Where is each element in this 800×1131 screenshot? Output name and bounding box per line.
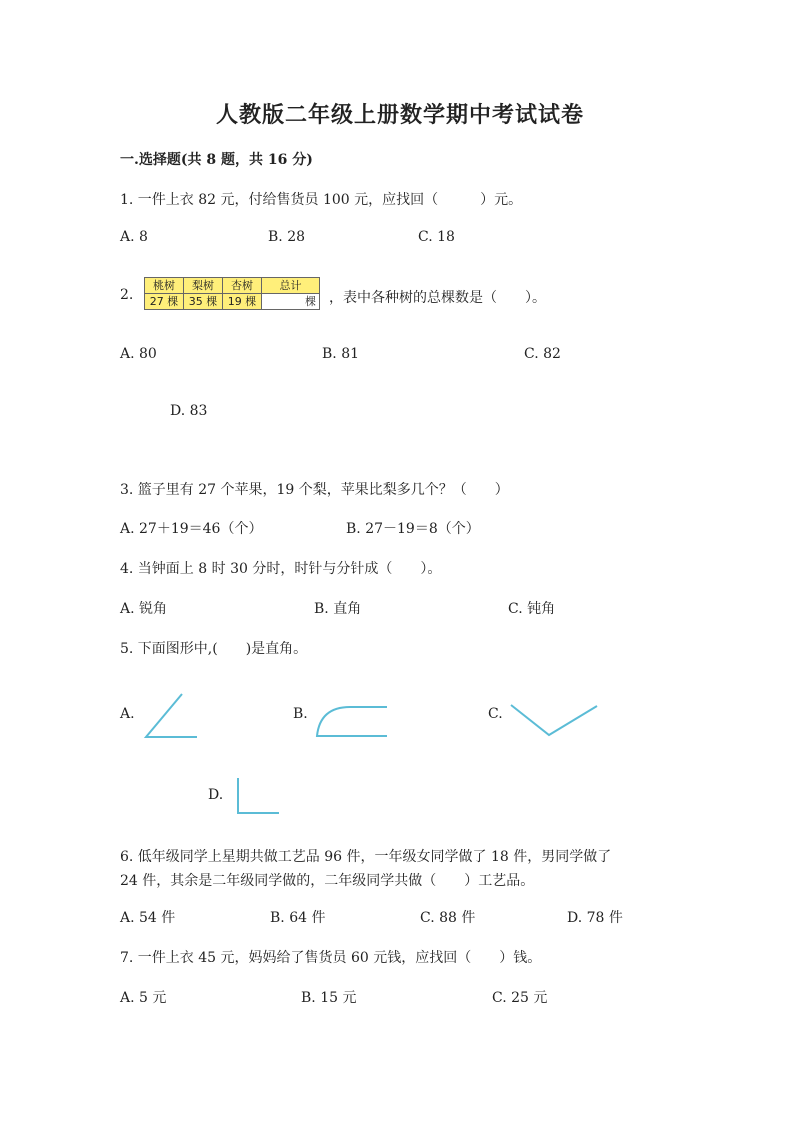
table-header-total: 总计	[262, 278, 320, 294]
question-7-option-a: A. 5 元	[120, 990, 167, 1006]
question-6-option-c: C. 88 件	[420, 910, 476, 926]
question-4-option-c: C. 钝角	[508, 601, 556, 617]
question-2-option-a: A. 80	[120, 346, 157, 362]
section-heading: 一.选择题(共 8 题，共 16 分)	[120, 152, 313, 168]
question-7-stem: 7. 一件上衣 45 元，妈妈给了售货员 60 元钱，应找回（ ）钱。	[120, 950, 542, 966]
tree-count-table	[144, 277, 320, 310]
question-5-option-b: B.	[293, 706, 308, 722]
question-1-option-a: A. 8	[120, 229, 148, 245]
question-7-option-c: C. 25 元	[492, 990, 548, 1006]
question-4-option-b: B. 直角	[314, 601, 362, 617]
question-6-option-b: B. 64 件	[270, 910, 326, 926]
table-cell-peach: 27 棵	[145, 294, 184, 310]
question-5-option-a: A.	[120, 706, 135, 722]
table-header-peach: 桃树	[145, 278, 184, 294]
question-4-option-a: A. 锐角	[120, 601, 168, 617]
question-2-number: 2.	[120, 287, 134, 303]
question-5-option-c: C.	[488, 706, 503, 722]
question-2-option-c: C. 82	[524, 346, 561, 362]
right-angle-figure	[232, 775, 282, 820]
question-7-option-b: B. 15 元	[301, 990, 357, 1006]
table-header-pear: 梨树	[184, 278, 223, 294]
table-cell-apricot: 19 棵	[223, 294, 262, 310]
table-cell-pear: 35 棵	[184, 294, 223, 310]
question-5-option-d: D.	[208, 787, 224, 803]
table-header-apricot: 杏树	[223, 278, 262, 294]
page-title: 人教版二年级上册数学期中考试试卷	[215, 102, 584, 128]
question-3-stem: 3. 篮子里有 27 个苹果，19 个梨，苹果比梨多几个？（ ）	[120, 482, 509, 498]
question-3-option-a: A. 27＋19＝46（个）	[120, 521, 263, 537]
question-2-option-b: B. 81	[322, 346, 360, 362]
question-1-option-c: C. 18	[418, 229, 455, 245]
question-6-stem-line-1: 6. 低年级同学上星期共做工艺品 96 件，一年级女同学做了 18 件，男同学做了	[120, 849, 612, 865]
question-5-stem: 5. 下面图形中,( )是直角。	[120, 641, 308, 657]
question-6-option-d: D. 78 件	[567, 910, 623, 926]
question-1-stem: 1. 一件上衣 82 元，付给售货员 100 元，应找回（ ）元。	[120, 192, 523, 208]
obtuse-angle-figure	[508, 700, 603, 740]
question-2-stem: ，表中各种树的总棵数是（ ）。	[329, 290, 546, 306]
curved-angle-figure	[312, 702, 392, 742]
question-3-option-b: B. 27－19＝8（个）	[346, 521, 480, 537]
table-cell-total: 棵	[262, 294, 320, 310]
question-2-option-d: D. 83	[170, 403, 208, 419]
question-6-stem-line-2: 24 件，其余是二年级同学做的，二年级同学共做（ ）工艺品。	[120, 873, 535, 889]
question-4-stem: 4. 当钟面上 8 时 30 分时，时针与分针成（ ）。	[120, 561, 442, 577]
acute-angle-figure	[140, 690, 200, 740]
question-6-option-a: A. 54 件	[120, 910, 176, 926]
question-1-option-b: B. 28	[268, 229, 306, 245]
